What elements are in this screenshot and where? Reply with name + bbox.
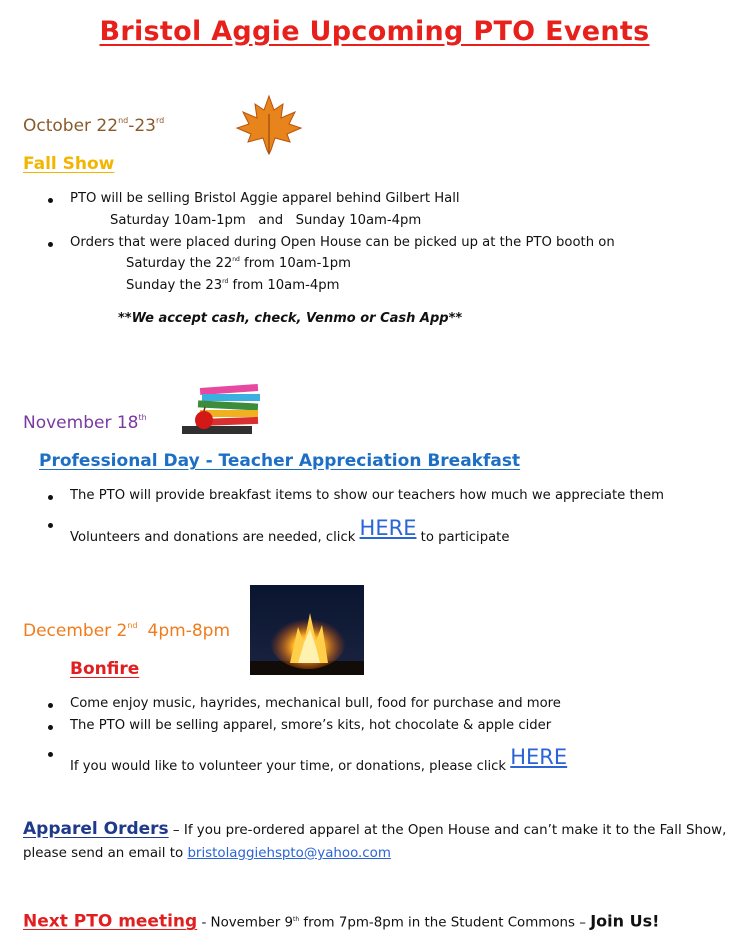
december-date-suffix: nd	[127, 621, 138, 630]
december-time: 4pm-8pm	[147, 621, 230, 641]
books-apple-icon	[180, 380, 262, 438]
volunteer-bullet	[70, 516, 510, 545]
next-meeting-heading: Next PTO meeting	[23, 911, 198, 932]
email-link[interactable]: bristolaggiehspto@yahoo.com	[187, 846, 391, 861]
join-us-text: Join Us!	[590, 911, 660, 931]
sunday-pickup	[126, 278, 339, 293]
apparel-email-text: please send an email to	[23, 846, 188, 861]
bonfire-bullet-selling: The PTO will be selling apparel, smore’s kits, hot chocolate & apple cider	[70, 718, 552, 733]
payment-note: **We accept cash, check, Venmo or Cash App**	[118, 311, 463, 326]
december-date-text: December 2	[23, 621, 128, 641]
professional-day-heading: Professional Day - Teacher Appreciation Breakfast	[39, 451, 521, 471]
fall-show-hours: Saturday 10am-1pm and Sunday 10am-4pm	[110, 213, 422, 228]
bonfire-image	[250, 585, 364, 675]
next-meeting-date: - November 9	[197, 915, 293, 931]
bonfire-here-link[interactable]: HERE	[510, 745, 568, 769]
bonfire-heading: Bonfire	[70, 659, 140, 679]
bonfire-bullet-activities: Come enjoy music, hayrides, mechanical bull, food for purchase and more	[70, 696, 561, 711]
volunteer-here-link[interactable]: HERE	[359, 516, 417, 540]
apparel-orders-text: – If you pre-ordered apparel at the Open House and can’t make it to the Fall Show,	[168, 823, 727, 838]
saturday-pickup-suffix: nd	[232, 256, 240, 263]
volunteer-text-end: to participate	[416, 530, 510, 545]
november-date-suffix: th	[138, 413, 147, 422]
december-date	[23, 621, 230, 641]
fall-show-bullet-orders: Orders that were placed during Open House can be picked up at the PTO booth on	[70, 235, 615, 250]
november-date-text: November 18	[23, 413, 139, 433]
october-date-suffix-b: rd	[156, 116, 165, 125]
fall-show-heading: Fall Show	[23, 154, 115, 174]
saturday-pickup	[126, 256, 351, 271]
maple-leaf-icon	[233, 92, 305, 156]
sunday-pickup-time: from 10am-4pm	[228, 278, 340, 293]
october-date-start: October 22	[23, 116, 119, 136]
page-title: Bristol Aggie Upcoming PTO Events	[99, 16, 650, 47]
next-meeting-details: from 7pm-8pm in the Student Commons –	[299, 915, 591, 931]
apparel-orders-heading: Apparel Orders	[23, 819, 169, 839]
bonfire-volunteer-text: If you would like to volunteer your time, or donations, please click	[70, 759, 511, 774]
sunday-pickup-suffix: rd	[222, 278, 229, 285]
apparel-orders	[23, 818, 738, 865]
breakfast-bullet: The PTO will provide breakfast items to show our teachers how much we appreciate them	[70, 488, 664, 503]
volunteer-text: Volunteers and donations are needed, click	[70, 530, 360, 545]
next-meeting	[23, 908, 738, 934]
october-date	[23, 116, 164, 136]
fall-show-bullet-apparel: PTO will be selling Bristol Aggie apparel behind Gilbert Hall	[70, 191, 460, 206]
bonfire-bullet-volunteer	[70, 745, 568, 774]
october-date-suffix-a: nd	[118, 116, 129, 125]
october-date-end: -23	[128, 116, 157, 136]
saturday-pickup-time: from 10am-1pm	[239, 256, 352, 271]
sunday-pickup-day: Sunday the 23	[126, 278, 223, 293]
next-meeting-date-suffix: th	[292, 916, 300, 923]
november-date	[23, 413, 147, 433]
saturday-pickup-day: Saturday the 22	[126, 256, 233, 271]
